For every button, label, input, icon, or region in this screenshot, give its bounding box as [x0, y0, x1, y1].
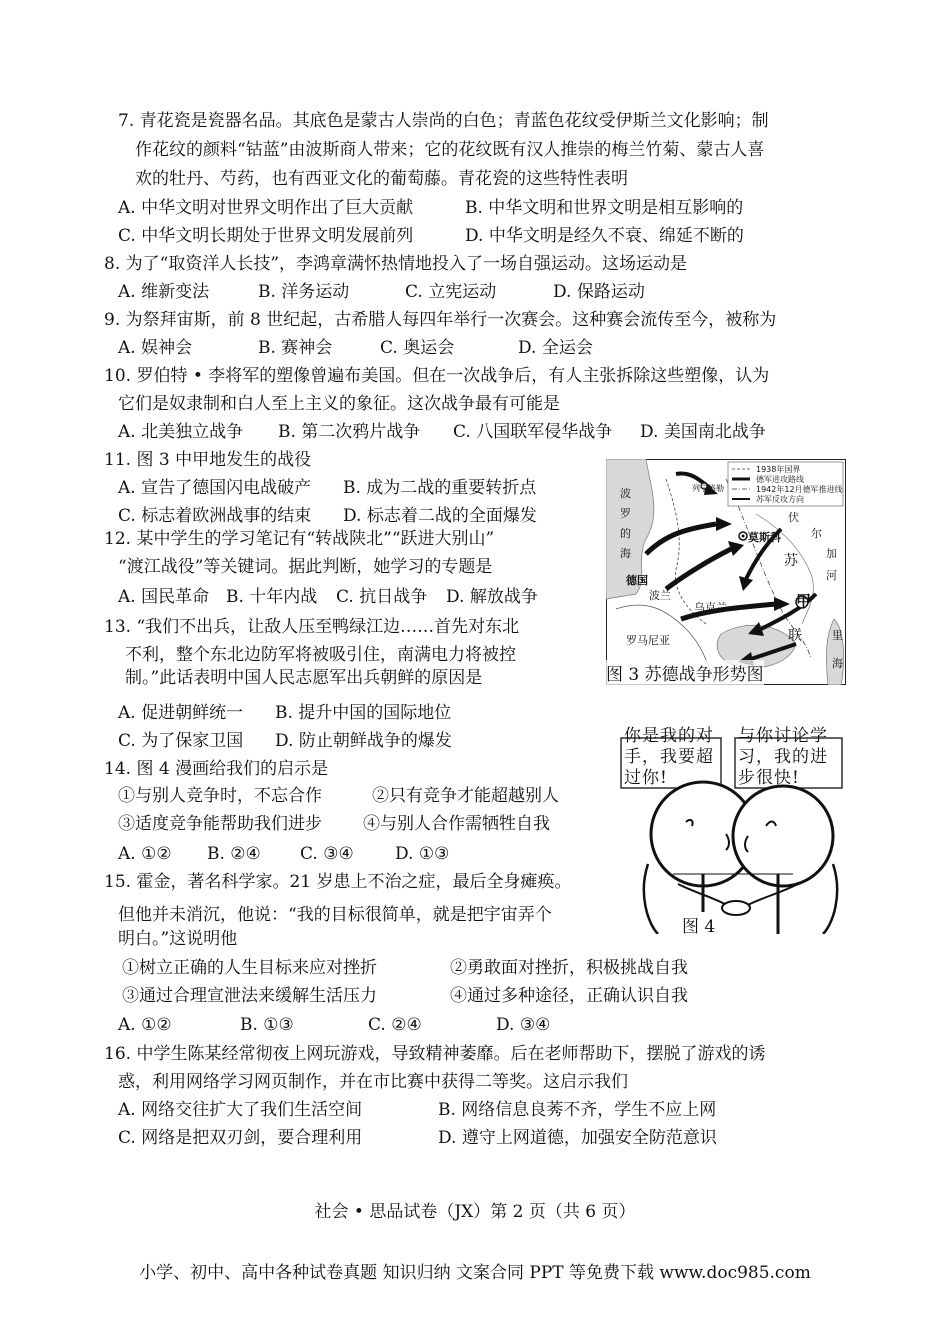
- legend-soviet-counter-label: 苏军反攻方向: [756, 495, 804, 504]
- q11-option-a: A. 宣告了德国闪电战破产: [118, 478, 312, 498]
- q16-stem-line-2: 惑，利用网络学习网页制作，并在市比赛中获得二等奖。这启示我们: [118, 1072, 628, 1092]
- map-label-poland: 波兰: [649, 589, 671, 602]
- q14-statement-1: ①与别人竞争时，不忘合作: [118, 786, 322, 806]
- q7-option-a: A. 中华文明对世界文明作出了巨大贡献: [118, 198, 414, 218]
- q13-option-c: C. 为了保家卫国: [118, 731, 244, 751]
- q14-statement-2: ②只有竞争才能超越别人: [372, 786, 559, 806]
- figure-4-caption: 图 4: [680, 912, 717, 937]
- legend-german-attack-label: 德军进攻路线: [756, 475, 804, 484]
- q14-option-c: C. ③④: [300, 844, 354, 864]
- q7-option-b: B. 中华文明和世界文明是相互影响的: [465, 198, 744, 218]
- q8-option-c: C. 立宪运动: [405, 282, 497, 302]
- q15-option-d: D. ③④: [496, 1015, 551, 1035]
- q15-stem-line-2: 但他并未消沉，他说：“我的目标很简单，就是把宇宙弄个: [118, 905, 552, 925]
- map-label-jia: 甲: [796, 592, 812, 610]
- q7-stem-line-2: 作花纹的颜料“钴蓝”由波斯商人带来；它的花纹既有汉人推崇的梅兰竹菊、蒙古人喜: [135, 140, 765, 160]
- q15-option-c: C. ②④: [368, 1015, 422, 1035]
- q15-stem-line-3: 明白。”这说明他: [118, 929, 238, 949]
- q7-stem-line-3: 欢的牡丹、芍药，也有西亚文化的葡萄藤。青花瓷的这些特性表明: [135, 169, 628, 189]
- q12-option-a: A. 国民革命: [118, 587, 210, 607]
- q15-statement-1: ①树立正确的人生目标来应对挫折: [122, 958, 377, 978]
- map-label-ukraine: 乌克兰: [694, 601, 727, 614]
- map-label-baltic-3: 的: [620, 527, 631, 540]
- q7-option-c: C. 中华文明长期处于世界文明发展前列: [118, 226, 414, 246]
- map-label-moscow: 莫斯科: [748, 531, 781, 544]
- q11-option-d: D. 标志着二战的全面爆发: [343, 506, 537, 526]
- q15-option-a: A. ①②: [118, 1015, 172, 1035]
- page-footer: 社会 • 思品试卷（JX）第 2 页（共 6 页）: [314, 1202, 636, 1222]
- map-label-leningrad: 列宁格勒: [692, 484, 724, 493]
- q13-option-d: D. 防止朝鲜战争的爆发: [275, 731, 452, 751]
- q8-stem: 8. 为了“取资洋人长技”，李鸿章满怀热情地投入了一场自强运动。这场运动是: [104, 254, 688, 274]
- map-label-su: 苏: [784, 553, 798, 569]
- q9-stem: 9. 为祭拜宙斯，前 8 世纪起，古希腊人每四年举行一次赛会。这种赛会流传至今，被称为: [104, 310, 777, 330]
- q15-statement-3: ③通过合理宣泄法来缓解生活压力: [122, 986, 377, 1006]
- q14-stem: 14. 图 4 漫画给我们的启示是: [104, 759, 329, 779]
- q16-option-b: B. 网络信息良莠不齐，学生不应上网: [438, 1100, 717, 1120]
- q8-option-b: B. 洋务运动: [258, 282, 350, 302]
- q13-stem-line-1: 13. “我们不出兵，让敌人压至鸭绿江边……首先对东北: [104, 617, 520, 637]
- map-label-baltic-2: 罗: [620, 507, 631, 520]
- q13-option-b: B. 提升中国的国际地位: [275, 703, 452, 723]
- q15-statement-2: ②勇敢面对挫折，积极挑战自我: [450, 958, 688, 978]
- q16-stem-line-1: 16. 中学生陈某经常彻夜上网玩游戏，导致精神萎靡。后在老师帮助下，摆脱了游戏的诱: [104, 1044, 766, 1064]
- left-speech-bubble: 你是我的对手，我要超过你!: [624, 726, 714, 788]
- q7-option-d: D. 中华文明是经久不衰、绵延不断的: [465, 226, 744, 246]
- q14-statement-4: ④与别人合作需牺牲自我: [363, 814, 550, 834]
- q15-stem-line-1: 15. 霍金，著名科学家。21 岁患上不治之症，最后全身瘫痪。: [104, 872, 572, 892]
- q10-option-c: C. 八国联军侵华战争: [453, 422, 613, 442]
- map-label-volga-4: 河: [826, 569, 837, 582]
- q12-option-c: C. 抗日战争: [336, 587, 428, 607]
- map-label-volga-2: 尔: [811, 527, 822, 540]
- q10-stem-line-2: 它们是奴隶制和白人至上主义的象征。这次战争最有可能是: [118, 394, 560, 414]
- q10-option-b: B. 第二次鸦片战争: [278, 422, 421, 442]
- q14-option-d: D. ①③: [395, 844, 450, 864]
- q10-stem-line-1: 10. 罗伯特 • 李将军的塑像曾遍布美国。但在一次战争后，有人主张拆除这些塑像，认为: [104, 366, 770, 386]
- q12-option-d: D. 解放战争: [446, 587, 538, 607]
- map-label-volga-3: 加: [826, 547, 837, 560]
- q12-option-b: B. 十年内战: [226, 587, 318, 607]
- map-label-volga-1: 伏: [788, 511, 799, 524]
- q14-statement-3: ③适度竞争能帮助我们进步: [118, 814, 322, 834]
- map-label-baltic-1: 波: [620, 487, 631, 500]
- soviet-german-war-map: [606, 459, 846, 685]
- map-label-lian: 联: [788, 628, 802, 644]
- q15-option-b: B. ①③: [240, 1015, 294, 1035]
- q13-option-a: A. 促进朝鲜统一: [118, 703, 244, 723]
- q16-option-d: D. 遵守上网道德，加强安全防范意识: [438, 1128, 717, 1148]
- q8-option-a: A. 维新变法: [118, 282, 210, 302]
- q14-option-a: A. ①②: [118, 844, 172, 864]
- q13-stem-line-3: 制。”此话表明中国人民志愿军出兵朝鲜的原因是: [125, 668, 483, 688]
- map-label-li: 里: [832, 629, 843, 642]
- q12-stem-line-1: 12. 某中学生的学习笔记有“转战陕北”“跃进大别山”: [104, 529, 495, 549]
- q16-option-c: C. 网络是把双刃剑，要合理利用: [118, 1128, 363, 1148]
- q10-option-d: D. 美国南北战争: [640, 422, 766, 442]
- map-label-hai: 海: [832, 657, 843, 670]
- q14-option-b: B. ②④: [207, 844, 261, 864]
- map-label-germany: 德国: [626, 574, 648, 587]
- legend-border-label: 1938年国界: [756, 465, 801, 474]
- q9-option-b: B. 赛神会: [258, 338, 333, 358]
- q11-stem: 11. 图 3 中甲地发生的战役: [104, 450, 312, 470]
- q9-option-a: A. 娱神会: [118, 338, 193, 358]
- map-label-romania: 罗马尼亚: [626, 634, 670, 647]
- q7-stem-line-1: 7. 青花瓷是瓷器名品。其底色是蒙古人崇尚的白色；青蓝色花纹受伊斯兰文化影响；制: [118, 111, 769, 131]
- download-ad: 小学、初中、高中各种试卷真题 知识归纳 文案合同 PPT 等免费下载 www.doc985.com: [139, 1263, 811, 1283]
- right-speech-bubble: 与你讨论学习，我的进步很快!: [738, 726, 828, 788]
- map-label-baltic-4: 海: [620, 547, 631, 560]
- q8-option-d: D. 保路运动: [553, 282, 645, 302]
- q9-option-c: C. 奥运会: [380, 338, 455, 358]
- legend-german-line-label: 1942年12月德军推进线: [756, 485, 843, 494]
- q16-option-a: A. 网络交往扩大了我们生活空间: [118, 1100, 363, 1120]
- q12-stem-line-2: “渡江战役”等关键词。据此判断，她学习的专题是: [118, 557, 493, 577]
- figure-3-map: [606, 459, 846, 685]
- figure-3-caption: 图 3 苏德战争形势图: [606, 660, 764, 685]
- q11-option-b: B. 成为二战的重要转折点: [343, 478, 537, 498]
- q11-option-c: C. 标志着欧洲战事的结束: [118, 506, 312, 526]
- q10-option-a: A. 北美独立战争: [118, 422, 244, 442]
- q9-option-d: D. 全运会: [518, 338, 593, 358]
- q15-statement-4: ④通过多种途径，正确认识自我: [450, 986, 688, 1006]
- q13-stem-line-2: 不利，整个东北边防军将被吸引住，南满电力将被控: [125, 645, 516, 665]
